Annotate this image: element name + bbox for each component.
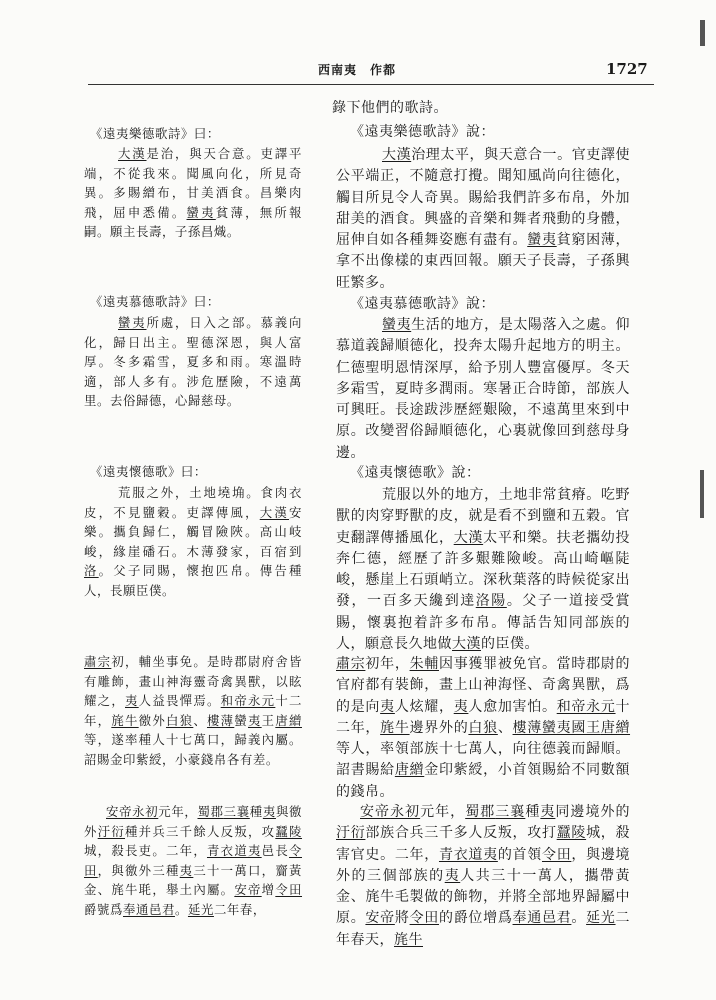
andi-paragraph: 安帝永初元年，蜀郡三襄種夷與徼外汙衍種并兵三千餘人反叛，攻蠶陵城，殺長吏。二年，青衣道夷邑長令田，與徼外三種夷三十一萬口，齎黃金、旄牛毦，舉土內屬。安帝增令田爵號爲奉通邑君。延光二年春， [84,804,303,917]
intro-line: 錄下他們的歌詩。 [332,100,448,116]
suzong-paragraph: 肅宗初，輔坐事免。是時郡尉府舍皆有雕飾，畫山神海靈奇禽異獸，以眩耀之，夷人益畏憚焉。和帝永元十二年，旄牛徼外白狼、樓薄蠻夷王唐繒等，遂率種人十七萬口，歸義內屬。詔賜金印紫綬，小豪錢帛各有差。 [84,654,303,767]
huai-song-title-translation: 《遠夷懷德歌》說： [350,465,481,481]
mu-song-title-translation: 《遠夷慕德歌詩》說： [350,296,495,312]
proper-noun: 蠻夷 [118,315,147,330]
proper-noun: 大漢 [118,146,147,161]
huai-song-title: 《遠夷懷德歌》曰： [90,464,207,479]
proper-noun: 洛 [84,563,99,579]
suzong-translation: 肅宗初年，朱輔因事獲罪被免官。當時郡尉的官府都有裝飾，畫上山神海怪、奇禽異獸，爲的是向夷人炫耀，夷人愈加害怕。和帝永元十二年，旄牛邊界外的白狼、樓薄蠻夷國王唐繒等人，率領部族十七萬人，向往德義而歸順。詔書賜給唐繒金印紫綬，小首領賜給不同數額的錢帛。 [336,656,631,800]
yue-song-title: 《遠夷樂德歌詩》曰： [90,126,220,141]
header-rule [88,84,654,85]
scan-edge-mark [700,20,705,46]
huai-song-translation: 荒服以外的地方，土地非常貧瘠。吃野獸的肉穿野獸的皮，就是看不到鹽和五穀。官吏翻譯傳播風化，大漢太平和樂。扶老攜幼投奔仁德，經歷了許多艱難險峻。高山崎嶇陡峻，懸崖上石頭峭立。深秋葉落的時候從家出發，一百多天纔到達洛陽。父子一道接受賞賜，懷裏抱着許多布帛。傳話告知同部族的人，願意長久地做大漢的臣僕。 [336,487,631,653]
proper-noun: 蠻夷 [186,204,216,220]
page-number: 1727 [606,60,648,78]
scan-edge-mark [700,470,704,518]
yue-song-body: 大漢是治，與天合意。吏譯平端，不從我來。聞風向化，所見奇異。多賜繒布，甘美酒食。昌樂肉飛，屈申悉備。蠻夷貧薄，無所報嗣。願主長壽，子孫昌熾。 [84,146,302,240]
proper-noun: 大漢 [259,504,290,520]
andi-translation: 安帝永初元年，蜀郡三襄種夷同邊境外的汙衍部族合兵三千多人反叛，攻打蠶陵城，殺害官史。二年，青衣道夷的首領令田，與邊境外的三個部族的夷人共三十一萬人，攜帶黃金、旄牛毛製做的飾物，并將全部地界歸屬中原。安帝將令田的爵位增爲奉通邑君。延光二年春天，旄牛 [336,804,631,948]
yue-song-title-translation: 《遠夷樂德歌詩》說： [350,124,495,140]
mu-song-translation: 蠻夷生活的地方，是太陽落入之處。仰慕道義歸順德化，投奔太陽升起地方的明主。仁德聖明恩情深厚，給予別人豐富優厚。冬天多霜雪，夏時多潤雨。寒暑正合時節，部族人可興旺。長途跋涉歷經艱險，不遠萬里來到中原。改變習俗歸順德化，心裏就像回到慈母身邊。 [336,317,630,461]
mu-song-body: 蠻夷所處，日入之部。慕義向化，歸日出主。聖德深恩，與人富厚。冬多霜雪，夏多和雨。寒溫時適，部人多有。涉危歷險，不遠萬里。去俗歸德，心歸慈母。 [84,315,302,409]
running-title: 西南夷 作都 [318,63,397,77]
huai-song-body: 荒服之外，土地墝埆。食肉衣皮，不見鹽穀。吏譯傳風，大漢安樂。攜負歸仁，觸冒險陜。高山岐峻，緣崖磻石。木薄發家，百宿到洛。父子同賜，懷抱匹帛。傳告種人，長願臣僕。 [84,485,303,598]
yue-song-translation: 大漢治理太平，與天意合一。官吏譯使公平端正，不隨意打攪。聞知風尚向往德化，觸目所見令人奇異。賜給我們許多布帛，外加甜美的酒食。興盛的音樂和舞者飛動的身體，屈伸自如各種舞姿應有盡有。蠻夷貧窮困薄，拿不出像樣的東西回報。願天子長壽，子孫興旺繁多。 [336,147,631,291]
mu-song-title: 《遠夷慕德歌詩》曰： [90,294,220,309]
